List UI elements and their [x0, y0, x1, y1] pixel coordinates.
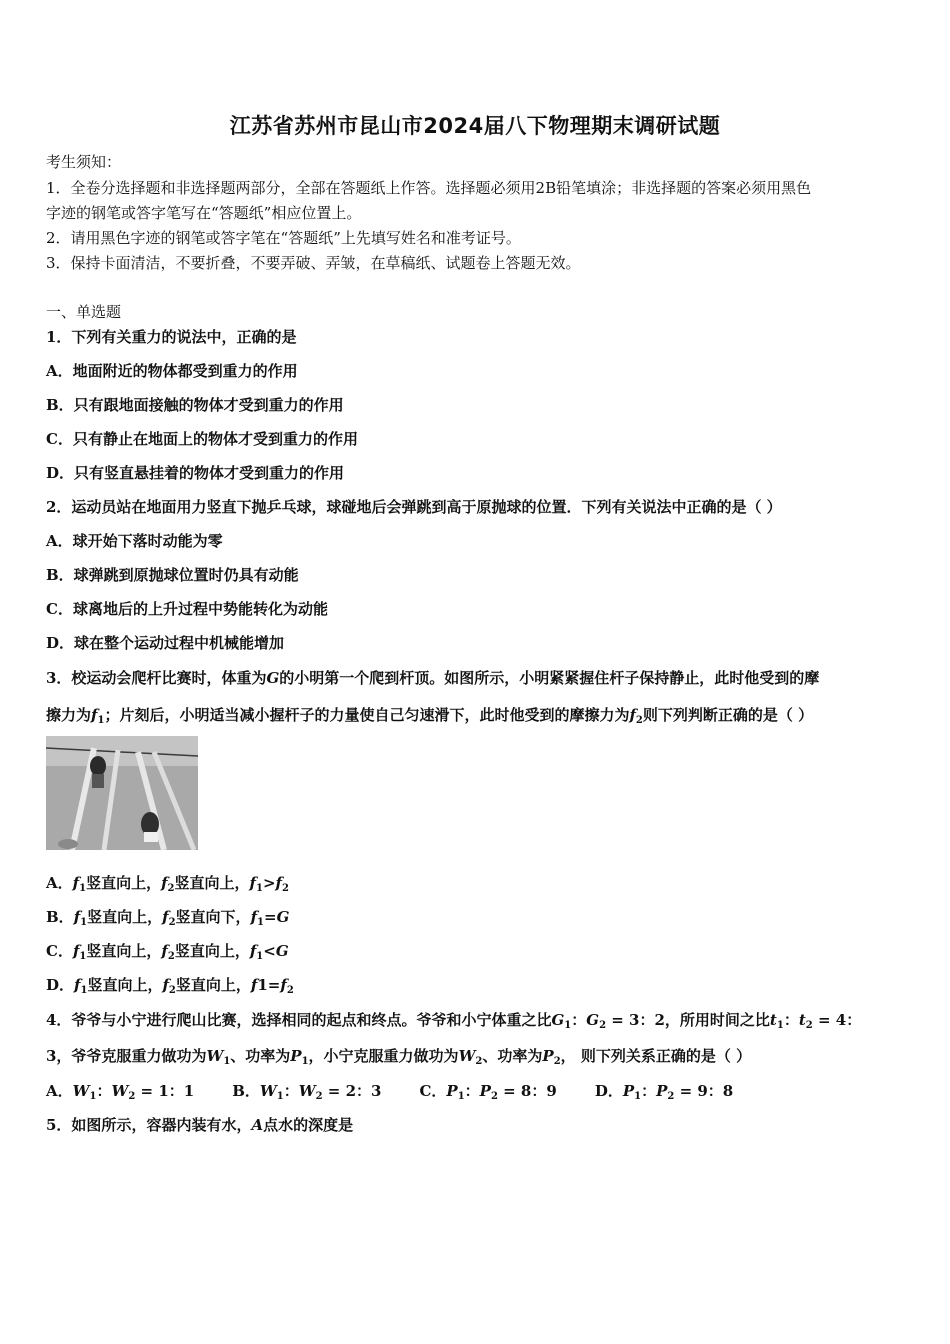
symbol-p: P [542, 1047, 554, 1065]
subscript: 2 [281, 883, 289, 894]
subscript: 1 [79, 951, 87, 962]
text-fragment: B． [232, 1082, 260, 1100]
text-fragment: ；片刻后，小明适当减小握杆子的力量使自己匀速滑下，此时他受到的摩擦力为 [104, 706, 630, 724]
question-2-option-c: C．球离地后的上升过程中势能转化为动能 [46, 600, 328, 618]
subscript: 2 [667, 1091, 675, 1102]
subscript: 2 [286, 985, 294, 996]
subscript: 2 [315, 1091, 323, 1102]
text-fragment: A． [46, 874, 73, 892]
symbol-w: W [206, 1047, 224, 1065]
question-5-stem [46, 1115, 353, 1135]
subscript: 1 [80, 985, 88, 996]
text-fragment: ： [283, 1082, 299, 1100]
question-1-option-b: B．只有跟地面接触的物体才受到重力的作用 [46, 396, 344, 414]
text-fragment: = 3：2，所用时间之比 [606, 1011, 770, 1029]
page-title: 江苏省苏州市昆山市2024届八下物理期末调研试题 [229, 114, 721, 138]
subscript: 1 [257, 917, 264, 928]
question-1-option-a: A．地面附近的物体都受到重力的作用 [46, 362, 298, 380]
symbol-p: P [479, 1082, 491, 1100]
text-fragment: > [262, 874, 276, 892]
subscript: 1 [97, 715, 105, 726]
text-fragment: 的小明第一个爬到杆顶。如图所示，小明紧紧握住杆子保持静止，此时他受到的摩 [279, 669, 820, 687]
subscript: 1 [89, 1091, 97, 1102]
text-fragment: 、功率为 [482, 1047, 543, 1065]
question-3-stem-line-1 [46, 668, 819, 688]
text-fragment: 点水的深度是 [263, 1116, 354, 1134]
text-fragment: B． [46, 908, 74, 926]
text-fragment: 擦力为 [46, 706, 92, 724]
symbol-g: G [586, 1011, 600, 1029]
symbol-f: f [91, 706, 98, 724]
symbol-f: f [250, 976, 258, 994]
notice-item: 字迹的钢笔或答字笔写在“答题纸”相应位置上。 [46, 204, 362, 222]
symbol-g: G [276, 908, 290, 926]
text-fragment: ， 则下列关系正确的是（ ） [560, 1047, 752, 1065]
symbol-f: f [250, 908, 258, 926]
subscript: 2 [128, 1091, 136, 1102]
section-heading: 一、单选题 [46, 303, 122, 321]
symbol-f: f [74, 976, 81, 994]
symbol-a: A [251, 1116, 264, 1134]
text-fragment: 4．爷爷与小宁进行爬山比赛，选择相同的起点和终点。爷爷和小宁体重之比 [46, 1011, 552, 1029]
text-fragment: ： [783, 1011, 799, 1029]
subscript: 1 [80, 917, 88, 928]
text-fragment: = 8：9 [497, 1082, 557, 1100]
symbol-t: t [769, 1011, 777, 1029]
text-fragment: 5．如图所示，容器内装有水， [46, 1116, 252, 1134]
symbol-p: P [446, 1082, 458, 1100]
text-fragment: 竖直向下， [175, 908, 251, 926]
question-4-stem-line-1 [46, 1010, 861, 1030]
notice-item: 1．全卷分选择题和非选择题两部分，全部在答题纸上作答。选择题必须用2B铅笔填涂；非选择题的答案必须用黑色 [46, 179, 812, 197]
symbol-g: G [266, 669, 280, 687]
symbol-w: W [111, 1082, 129, 1100]
symbol-f: f [275, 874, 282, 892]
symbol-f: f [162, 908, 169, 926]
text-fragment: 3，爷爷克服重力做功为 [46, 1047, 207, 1065]
text-fragment: = [263, 908, 277, 926]
text-fragment: 竖直向上， [86, 942, 162, 960]
text-fragment: = 4： [812, 1011, 862, 1029]
symbol-f: f [249, 874, 256, 892]
symbol-f: f [162, 976, 169, 994]
text-fragment: = 9：8 [674, 1082, 734, 1100]
subscript: 1 [564, 1020, 572, 1031]
subscript: 2 [599, 1020, 607, 1031]
symbol-f: f [629, 706, 636, 724]
subscript: 1 [79, 883, 87, 894]
subscript: 1 [776, 1020, 784, 1031]
symbol-f: f [161, 874, 168, 892]
text-fragment: 竖直向上， [174, 942, 250, 960]
notice-item: 2．请用黑色字迹的钢笔或答字笔在“答题纸”上先填写姓名和准考证号。 [46, 229, 521, 247]
pole-climbing-illustration [46, 736, 198, 850]
subscript: 1 [276, 1091, 284, 1102]
question-1-option-d: D．只有竖直悬挂着的物体才受到重力的作用 [46, 464, 345, 482]
pole-climbing-photo [46, 736, 198, 850]
question-1-stem: 1．下列有关重力的说法中，正确的是 [46, 328, 297, 346]
question-2-stem: 2．运动员站在地面用力竖直下抛乒乓球，球碰地后会弹跳到高于原抛球的位置．下列有关说法中正确的是（ ） [46, 498, 782, 516]
text-fragment: ： [641, 1082, 657, 1100]
text-fragment: 竖直向上， [87, 976, 163, 994]
question-3-option-d [46, 975, 294, 995]
text-fragment: A． [46, 1082, 73, 1100]
notice-item: 3．保持卡面清洁，不要折叠，不要弄破、弄皱，在草稿纸、试题卷上答题无效。 [46, 254, 581, 272]
subscript: 1 [457, 1091, 465, 1102]
subscript: 2 [805, 1020, 813, 1031]
text-fragment: 1= [257, 976, 281, 994]
symbol-w: W [72, 1082, 90, 1100]
text-fragment: 则下列判断正确的是（ ） [642, 706, 814, 724]
question-2-option-d: D．球在整个运动过程中机械能增加 [46, 634, 285, 652]
text-fragment: D． [594, 1082, 623, 1100]
text-fragment: = 1：1 [135, 1082, 195, 1100]
notice-heading: 考生须知： [46, 153, 122, 171]
subscript: 2 [167, 951, 175, 962]
subscript: 1 [223, 1056, 231, 1067]
symbol-t: t [798, 1011, 806, 1029]
subscript: 1 [634, 1091, 642, 1102]
question-2-option-b: B．球弹跳到原抛球位置时仍具有动能 [46, 566, 299, 584]
text-fragment: = 2：3 [322, 1082, 382, 1100]
symbol-w: W [259, 1082, 277, 1100]
symbol-w: W [458, 1047, 476, 1065]
subscript: 2 [553, 1056, 561, 1067]
text-fragment: 、功率为 [230, 1047, 291, 1065]
subscript: 1 [256, 951, 264, 962]
symbol-f: f [73, 908, 81, 926]
text-fragment: C． [419, 1082, 447, 1100]
text-fragment: ，小宁克服重力做功为 [308, 1047, 459, 1065]
text-fragment: ： [464, 1082, 480, 1100]
text-fragment: C． [46, 942, 73, 960]
question-1-option-c: C．只有静止在地面上的物体才受到重力的作用 [46, 430, 358, 448]
question-4-stem-line-2 [46, 1046, 751, 1066]
subscript: 2 [168, 985, 176, 996]
question-3-option-b [46, 907, 289, 927]
text-fragment: 竖直向上， [174, 874, 250, 892]
subscript: 2 [490, 1091, 498, 1102]
text-fragment: D． [46, 976, 75, 994]
question-4-options [46, 1081, 733, 1101]
symbol-f: f [249, 942, 257, 960]
symbol-f: f [72, 874, 80, 892]
symbol-p: P [290, 1047, 302, 1065]
symbol-f: f [161, 942, 168, 960]
subscript: 2 [168, 917, 176, 928]
symbol-p: P [622, 1082, 635, 1100]
subscript: 2 [167, 883, 175, 894]
text-fragment: < [263, 942, 276, 960]
text-fragment: 竖直向上， [86, 874, 162, 892]
symbol-f: f [280, 976, 287, 994]
symbol-g: G [551, 1011, 565, 1029]
symbol-f: f [72, 942, 80, 960]
subscript: 1 [255, 883, 263, 894]
text-fragment: 竖直向上， [175, 976, 251, 994]
symbol-g: G [275, 942, 289, 960]
subscript: 2 [475, 1056, 483, 1067]
question-3-stem-line-2 [46, 705, 813, 725]
question-3-option-c [46, 941, 289, 961]
question-2-option-a: A．球开始下落时动能为零 [46, 532, 223, 550]
text-fragment: 竖直向上， [87, 908, 163, 926]
text-fragment: ： [96, 1082, 112, 1100]
subscript: 2 [635, 715, 643, 726]
text-fragment: 3．校运动会爬杆比赛时，体重为 [46, 669, 267, 687]
subscript: 1 [301, 1056, 309, 1067]
symbol-p: P [656, 1082, 668, 1100]
text-fragment: ： [571, 1011, 587, 1029]
question-3-option-a [46, 873, 289, 893]
symbol-w: W [298, 1082, 316, 1100]
